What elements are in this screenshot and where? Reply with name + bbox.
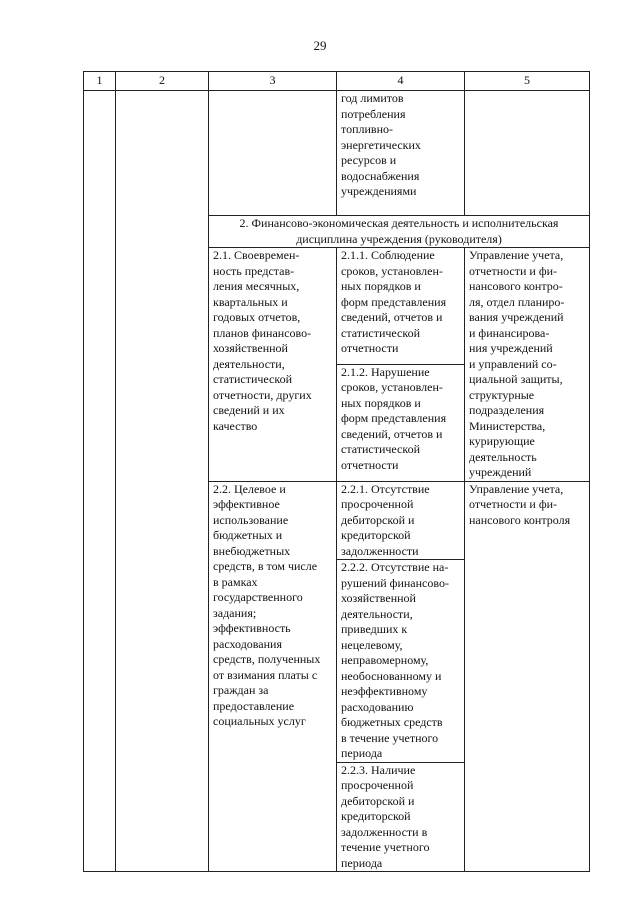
column-number-row	[84, 72, 590, 91]
column-number: 2	[116, 72, 209, 91]
column-number: 3	[209, 72, 337, 91]
indicator-cell: 2.2.2. Отсутствие на- рушений финансово- хозяйственной деятельности, приведших к нецелевому, неправомерному, необоснованному и неэффективному расходованию бюджетных средств в течение учетного периода	[337, 560, 465, 763]
section-title: 2. Финансово-экономическая деятельность и исполнительская дисциплина учреждения (руководителя)	[209, 216, 590, 248]
indicator-cell: 2.2.3. Наличие просроченной дебиторской и кредиторской задолженности в течение учетного периода	[337, 762, 465, 872]
criterion-cell: 2.2. Целевое и эффективное использование бюджетных и внебюджетных средств, в том числе в рамках государственного задания; эффективность расходования средств, полученных от взимания платы с граждан за предоставление социальных услуг	[209, 481, 337, 872]
responsible-cell: Управление учета, отчетности и фи- нансового контро- ля, отдел планиро- вания учреждений и финансирова- ния учреждений и управлений со- циальной защиты, структурные подразделения Министерства, курирующие деятельность учреждений	[465, 248, 590, 482]
page-number: 29	[313, 38, 327, 53]
indicator-cell: 2.2.1. Отсутствие просроченной дебиторской и кредиторской задолженности	[337, 481, 465, 560]
carry-over-indicator: год лимитов потребления топливно- энергетических ресурсов и водоснабжения учреждениями	[337, 91, 465, 216]
column-number: 5	[465, 72, 590, 91]
empty-cell	[209, 91, 337, 216]
indicator-cell: 2.1.1. Соблюдение сроков, установлен- ных порядков и форм представления сведений, отчетов и статистической отчетности	[337, 248, 465, 365]
column-number: 1	[84, 72, 116, 91]
column-number: 4	[337, 72, 465, 91]
criteria-table	[83, 71, 590, 872]
indicator-cell: 2.1.2. Нарушение сроков, установлен- ных порядков и форм представления сведений, отчетов и статистической отчетности	[337, 364, 465, 481]
criterion-cell: 2.1. Своевремен- ность представ- ления месячных, квартальных и годовых отчетов, планов финансово- хозяйственной деятельности, статистической отчетности, других сведений и их качество	[209, 248, 337, 482]
col2-cell	[116, 91, 209, 872]
table-row	[84, 91, 590, 216]
responsible-cell: Управление учета, отчетности и фи- нансового контроля	[465, 481, 590, 872]
empty-cell	[465, 91, 590, 216]
col1-cell	[84, 91, 116, 872]
